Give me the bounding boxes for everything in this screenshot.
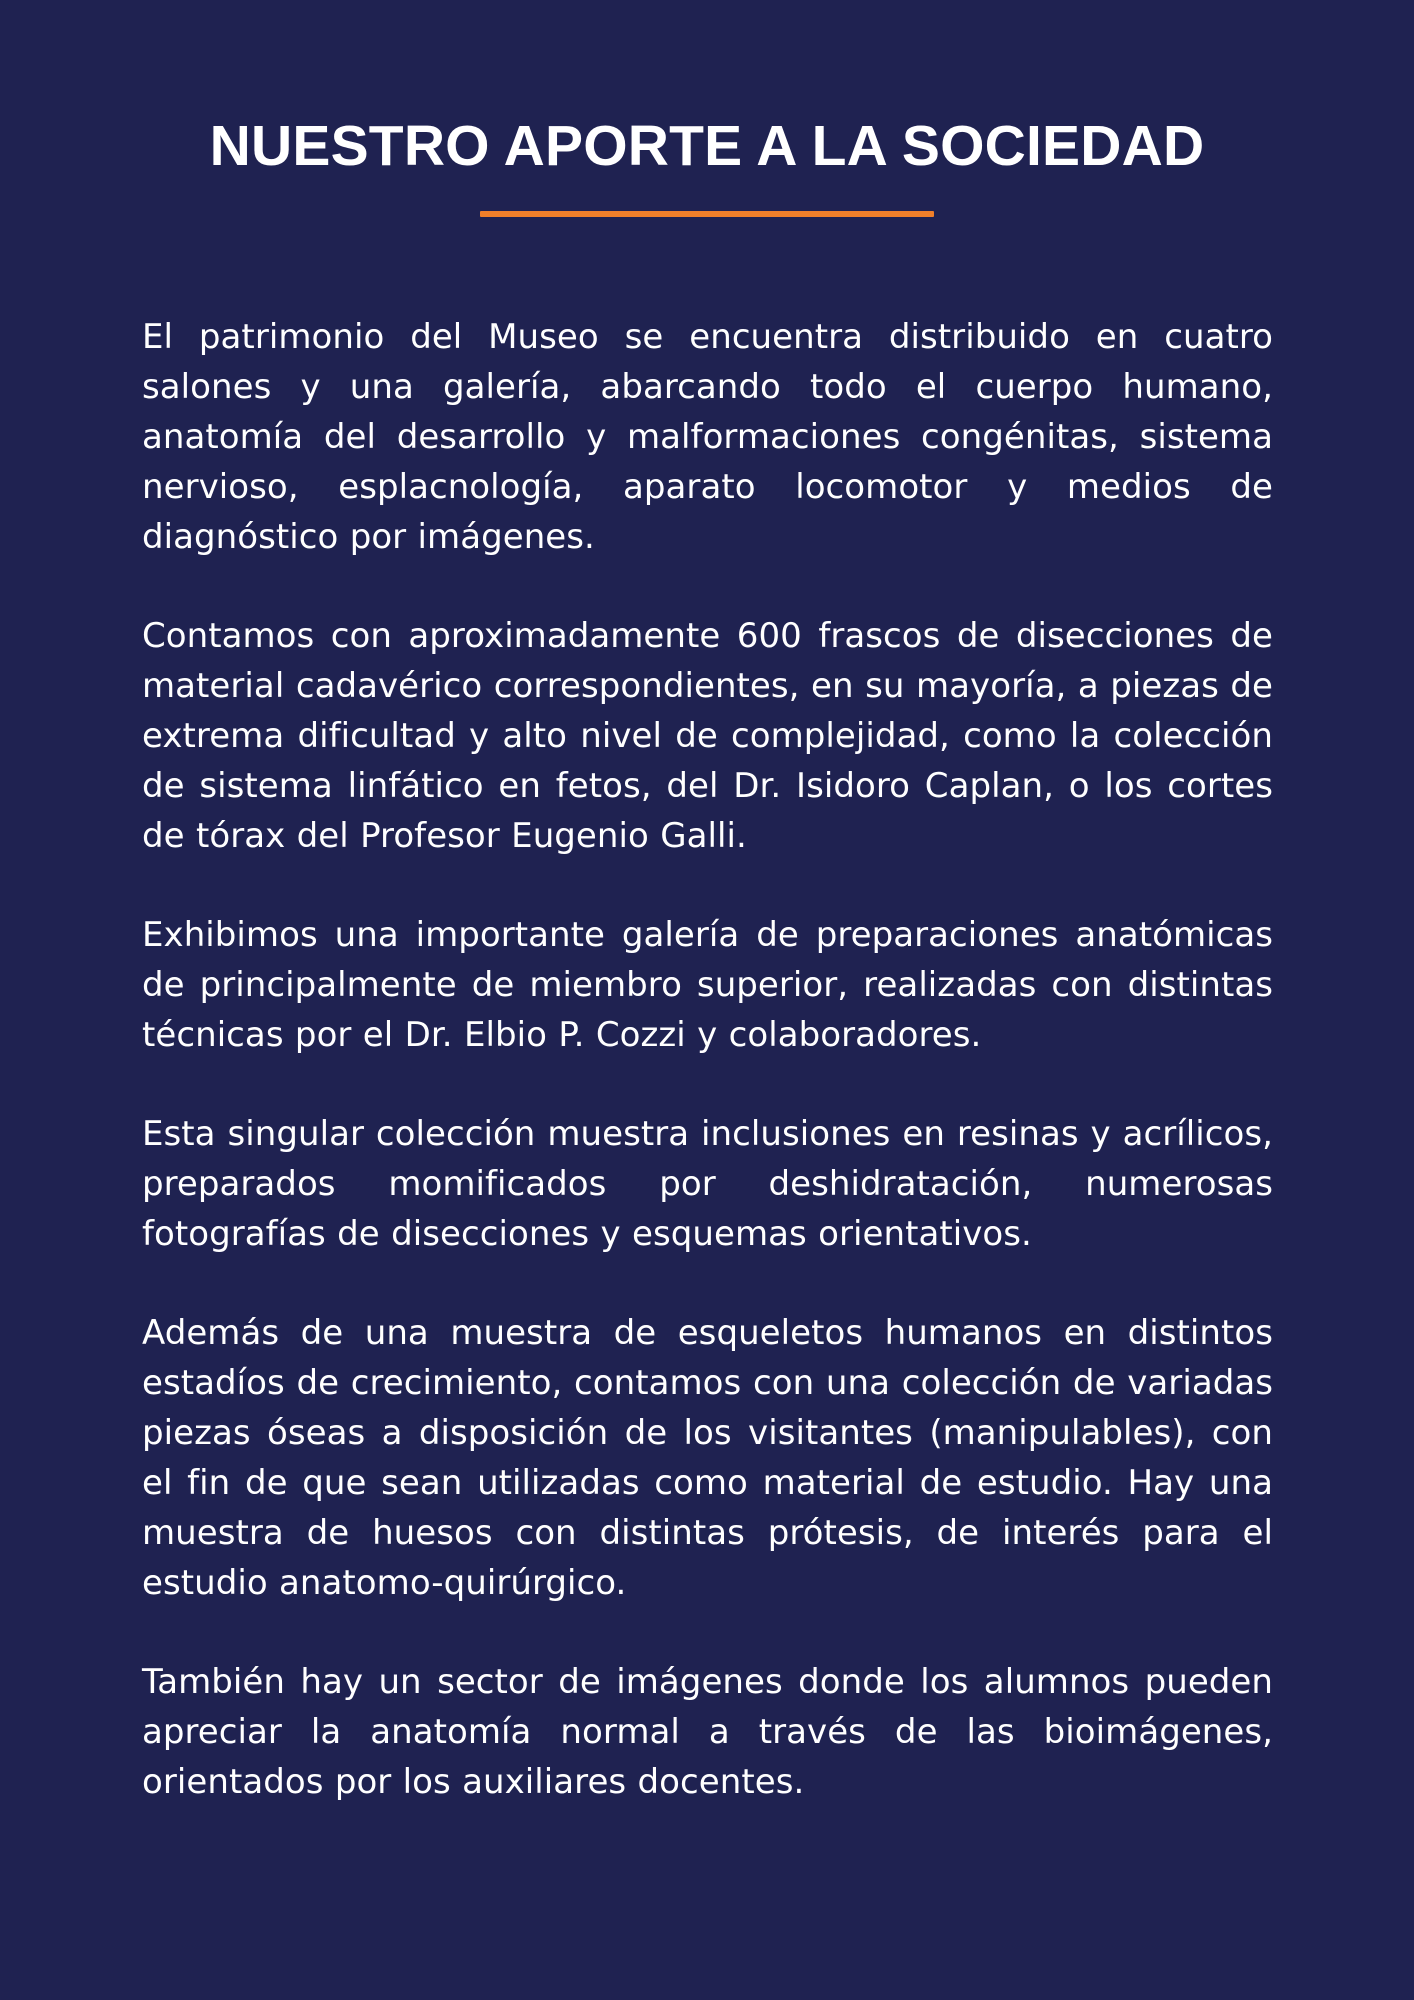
- paragraph-esqueletos: Además de una muestra de esqueletos humanos en distintos estadíos de crecimiento, contamos con una colección de variadas piezas óseas a disposición de los visitantes (manipulables), con el fin de que sean utilizadas como material de estudio. Hay una muestra de huesos con distintas prótesis, de interés para el estudio anatomo-quirúrgico.: [142, 1313, 1273, 1603]
- page-title: NUESTRO APORTE A LA SOCIEDAD: [209, 114, 1205, 178]
- paragraph-coleccion: Esta singular colección muestra inclusiones en resinas y acrílicos, preparados momificados por deshidratación, numerosas fotografías de disecciones y esquemas orientativos.: [142, 1114, 1273, 1254]
- paragraph-imagenes: También hay un sector de imágenes donde los alumnos pueden apreciar la anatomía normal a través de las bioimágenes, orientados por los auxiliares docentes.: [142, 1662, 1273, 1802]
- paragraph-galeria: Exhibimos una importante galería de preparaciones anatómicas de principalmente de miembro superior, realizadas con distintas técnicas por el Dr. Elbio P. Cozzi y colaboradores.: [142, 915, 1273, 1055]
- content-body: [142, 312, 1273, 1856]
- paragraph-frascos: Contamos con aproximadamente 600 frascos de disecciones de material cadavérico correspondientes, en su mayoría, a piezas de extrema dificultad y alto nivel de complejidad, como la colección de sistema linfático en fetos, del Dr. Isidoro Caplan, o los cortes de tórax del Profesor Eugenio Galli.: [142, 616, 1273, 856]
- paragraph-patrimonio: El patrimonio del Museo se encuentra distribuido en cuatro salones y una galería, abarcando todo el cuerpo humano, anatomía del desarrollo y malformaciones congénitas, sistema nervioso, esplacnología, aparato locomotor y medios de diagnóstico por imágenes.: [142, 317, 1273, 557]
- title-divider: [480, 211, 934, 217]
